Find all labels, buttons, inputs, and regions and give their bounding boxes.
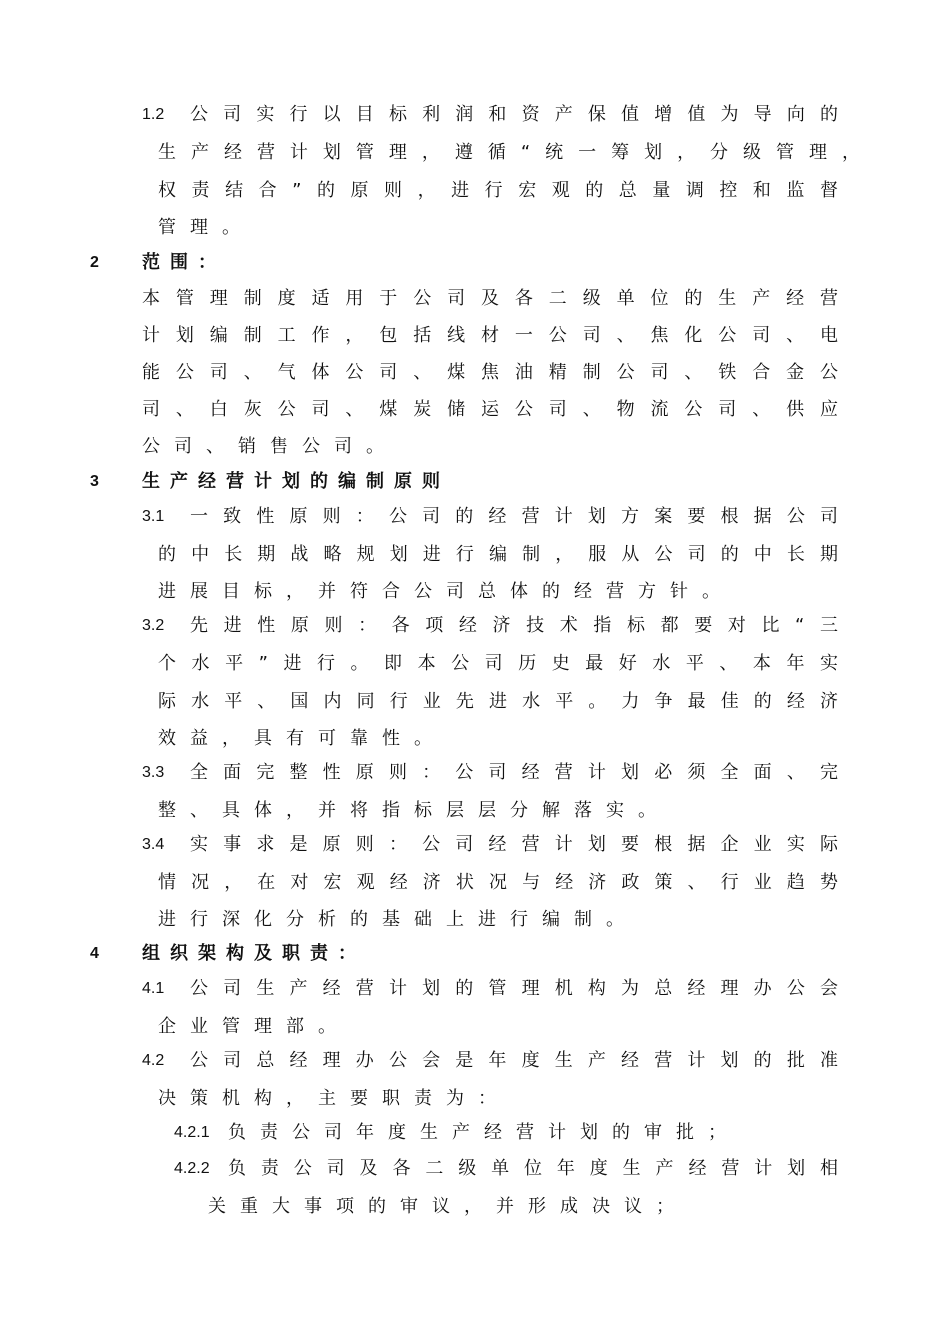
paragraph-line: 生产经营计划管理，遵循“统一筹划，分级管理， [158, 142, 870, 163]
paragraph-line: 能公司、气体公司、煤焦油精制公司、铁合金公 [142, 362, 848, 383]
paragraph-line: 权责结合”的原则，进行宏观的总量调控和监督 [158, 180, 848, 201]
paragraph-line: 实事求是原则：公司经营计划要根据企业实际 [190, 834, 848, 855]
section-number: 2 [90, 254, 99, 271]
paragraph-line: 决策机构，主要职责为： [158, 1088, 510, 1109]
paragraph-line: 效益，具有可靠性。 [158, 728, 446, 749]
section-number: 3.1 [142, 508, 165, 525]
paragraph-line: 进展目标，并符合公司总体的经营方针。 [158, 581, 734, 602]
section-number: 3.3 [142, 764, 165, 781]
paragraph-line: 际水平、国内同行业先进水平。力争最佳的经济 [158, 691, 848, 712]
section-number: 4.2 [142, 1052, 165, 1069]
paragraph-line: 公司实行以目标利润和资产保值增值为导向的 [190, 104, 848, 125]
section-number: 4 [90, 945, 99, 962]
section-number: 4.1 [142, 980, 165, 997]
paragraph-line: 先进性原则：各项经济技术指标都要对比“三 [190, 615, 848, 636]
paragraph-line: 的中长期战略规划进行编制，服从公司的中长期 [158, 544, 848, 565]
paragraph-line: 司、白灰公司、煤炭储运公司、物流公司、供应 [142, 399, 848, 420]
paragraph-line: 一致性原则：公司的经营计划方案要根据公司 [190, 506, 848, 527]
paragraph-line: 负责公司年度生产经营计划的审批； [228, 1122, 740, 1143]
paragraph-line: 企业管理部。 [158, 1016, 350, 1037]
section-number: 4.2.1 [174, 1124, 210, 1141]
paragraph-line: 进行深化分析的基础上进行编制。 [158, 909, 638, 930]
section-number: 1.2 [142, 106, 165, 123]
section-number: 3 [90, 473, 99, 490]
section-heading: 范围： [142, 252, 226, 273]
paragraph-line: 计划编制工作，包括线材一公司、焦化公司、电 [142, 325, 848, 346]
section-number: 3.2 [142, 617, 165, 634]
paragraph-line: 公司总经理办公会是年度生产经营计划的批准 [190, 1050, 848, 1071]
section-number: 4.2.2 [174, 1160, 210, 1177]
section-heading: 组织架构及职责： [142, 943, 366, 964]
paragraph-line: 个水平”进行。即本公司历史最好水平、本年实 [158, 653, 848, 674]
section-number: 3.4 [142, 836, 165, 853]
paragraph-line: 管理。 [158, 217, 254, 238]
paragraph-line: 负责公司及各二级单位年度生产经营计划相 [228, 1158, 848, 1179]
paragraph-line: 关重大事项的审议，并形成决议； [208, 1196, 688, 1217]
section-heading: 生产经营计划的编制原则 [142, 471, 450, 492]
paragraph-line: 全面完整性原则：公司经营计划必须全面、完 [190, 762, 848, 783]
paragraph-line: 本管理制度适用于公司及各二级单位的生产经营 [142, 288, 848, 309]
paragraph-line: 公司生产经营计划的管理机构为总经理办公会 [190, 978, 848, 999]
paragraph-line: 情况，在对宏观经济状况与经济政策、行业趋势 [158, 872, 848, 893]
paragraph-line: 公司、销售公司。 [142, 436, 398, 457]
paragraph-line: 整、具体，并将指标层层分解落实。 [158, 800, 670, 821]
